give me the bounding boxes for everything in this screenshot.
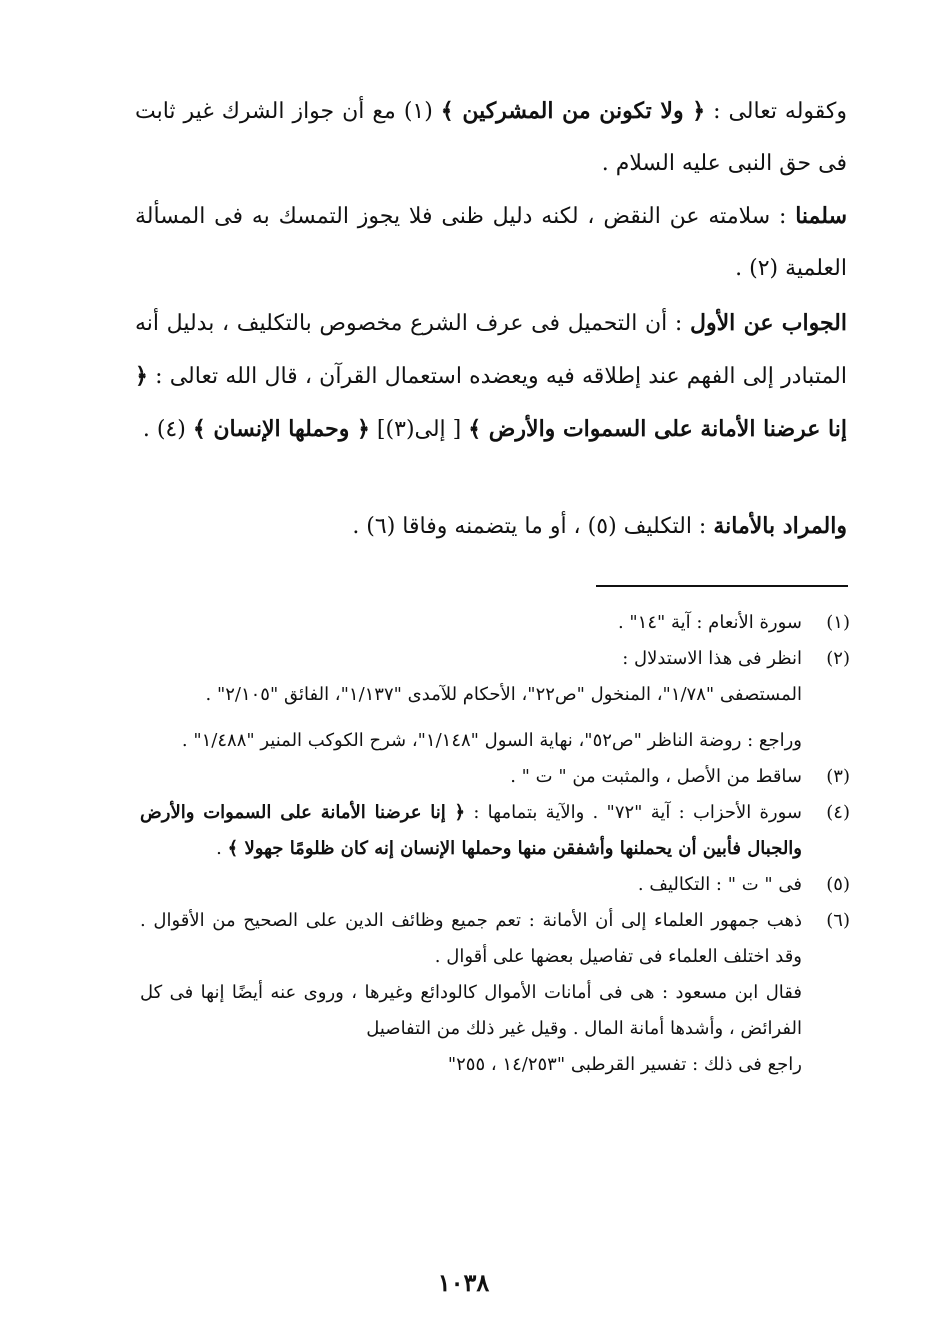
- footnote-number: (٦): [826, 910, 850, 931]
- footnote-2-references: المستصفى "١/٧٨"، المنخول "ص٢٢"، الأحكام للآمدى "١/١٣٧"، الفائق "٢/١٠٥" .: [205, 684, 802, 705]
- footnotes: [140, 605, 850, 1083]
- footnote-text: انظر فى هذا الاستدلال :: [622, 648, 802, 669]
- footnote-2-references: وراجع : روضة الناظر "ص٥٢"، نهاية السول "١/١٤٨"، شرح الكوكب المنير "١/٤٨٨" .: [181, 730, 802, 751]
- footnote-5: [140, 867, 850, 903]
- quran-quote: ﴿ إنا عرضنا الأمانة على السموات والأرض ﴾: [135, 363, 847, 442]
- footnote-1: [140, 605, 850, 641]
- paragraph-1: [135, 85, 847, 190]
- text: (٤) .: [142, 417, 193, 442]
- quran-quote: ﴿ وحملها الإنسان ﴾: [192, 416, 370, 442]
- paragraph-lead: سلمنا: [795, 203, 847, 229]
- paragraph-lead: والمراد بالأمانة: [713, 513, 847, 539]
- text: (١) مع أن جواز الشرك غير ثابت فى حق النبى عليه السلام .: [135, 99, 847, 176]
- paragraph-2: [135, 190, 847, 295]
- footnote-number: (٢): [826, 648, 850, 669]
- footnote-text: [140, 795, 802, 867]
- quran-quote: ﴿ ولا تكونن من المشركين ﴾: [440, 98, 706, 124]
- footnote-number: (٣): [826, 766, 850, 787]
- footnote-2: [140, 641, 850, 677]
- footnote-number: (٤): [826, 802, 850, 823]
- footnote-text: ساقط من الأصل ، والمثبت من " ت " .: [510, 766, 802, 787]
- footnote-text: ذهب جمهور العلماء إلى أن الأمانة : تعم جميع وظائف الدين على الصحيح من الأقوال . وقد اختلف العلماء فى تفاصيل بعضها على أقوال .: [140, 910, 802, 967]
- text: وكقوله تعالى :: [705, 99, 848, 124]
- footnote-text: سورة الأنعام : آية "١٤" .: [617, 612, 802, 633]
- text: : سلامته عن النقض ، لكنه دليل ظنى فلا يجوز التمسك به فى المسألة العلمية (٢) .: [135, 204, 847, 281]
- text: .: [216, 838, 228, 859]
- text: : التكليف (٥) ، أو ما يتضمنه وفاقا (٦) .: [352, 514, 714, 539]
- text: [ إلى(٣)]: [369, 417, 469, 442]
- footnote-text: فى " ت " : التكاليف .: [637, 874, 802, 895]
- footnote-6-reference: راجع فى ذلك : تفسير القرطبى "١٤/٢٥٣ ، ٢٥٥": [447, 1054, 802, 1075]
- paragraph-lead: الجواب عن الأول: [690, 310, 847, 336]
- footnote-4: [140, 795, 850, 867]
- footnote-6-detail: فقال ابن مسعود : هى فى أمانات الأموال كالودائع وغيرها ، وروى عنه أيضًا إنها فى كل الفرائض ، وأشدها أمانة المال . وقيل غير ذلك من التفاصيل: [140, 982, 802, 1039]
- quran-quote: ﴿ إنا عرضنا الأمانة على السموات والأرض والجبال فأبين أن يحملنها وأشفقن منها وحملها الإنسان إنه كان ظلومًا جهولا ﴾: [140, 802, 802, 859]
- text: سورة الأحزاب : آية "٧٢" . والآية بتمامها :: [465, 802, 802, 823]
- page-number: ١٠٣٨: [437, 1268, 490, 1297]
- footnote-number: (١): [826, 612, 850, 633]
- footnote-divider: [596, 585, 848, 587]
- footnote-3: [140, 759, 850, 795]
- paragraph-3: [135, 297, 847, 456]
- footnote-number: (٥): [826, 874, 850, 895]
- footnote-6: [140, 903, 850, 975]
- text: : أن التحميل فى عرف الشرع مخصوص بالتكليف ، بدليل أنه المتبادر إلى الفهم عند إطلاقه فيه ويعضده استعمال القرآن ، قال الله تعالى :: [135, 311, 847, 389]
- paragraph-4: [135, 500, 847, 553]
